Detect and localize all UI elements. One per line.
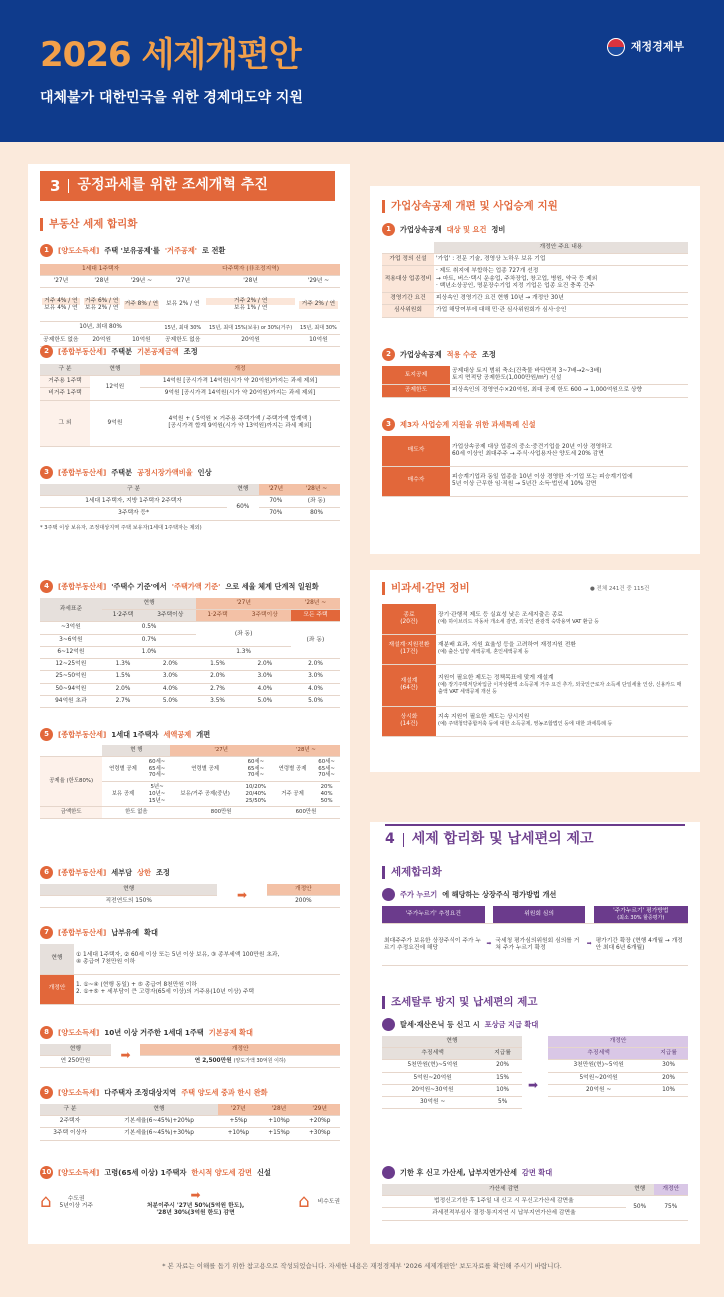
ratio-title: 세제합리화 [382,866,442,879]
evasion-1-heading: 1 탈세·재산은닉 등 신고 시 포상금 지급 확대 [382,1018,538,1031]
item-9-table: 구 분 현행 '27년 '28년 '29년 2주택자 기본세율(6~45%)+20%p +5%p +10%p +20%p 3주택 이상자 기본세율(6~45%)+30%p +10%p +15%p +30%p [40,1104,340,1141]
item-2-table: 구 분 현행 개정 거주용 1주택 12억원 14억원 [공시가격 14억원(시가 약 20억원)까지는 과세 제외] 비거주 1주택 9억원 [공시가격 14억원(시가 약 20억원)까지는 과세 제외] 그 외 9억원 4억원 + ( 5억원 × 거주용 주택가액 / 주택가액 합계액 ) [공시가격 합계 9억원(시가 약 13억원)까지는 과세 제외] [40,364,340,447]
biz-1-table: 개정안 주요 내용 가업 정의 신설 '가업' : 전문 기술, 경영상 노하우 보유 기업 적용대상 업종정비 · 제도 취지에 부합하는 업종 727개 선정 → 마트, 버스·택시 운송업, 주차장업, 창고업, 병원, 약국 등 제외 · 백년소상공인, 명문장수기업 지정 기업은 업종 요건 충족 간주 경영기간 요건 피상속인 경영기간 요건 현행 10년 → 개정안 30년 심사위원회 가업 해당여부에 대해 민·관 심사위원회가 심사·승인 [382,242,688,318]
item-3-table: 구 분 현행 '27년 '28년 ~ 1세대 1주택자, 지방 1주택자 2주택자 60% 70% (좌 동) 3주택자 등* 70% 80% * 3주택 이상 보유자, 조정대상지역 주택 보유자(1세대 1주택자는 제외) [40,484,340,531]
evasion-1-proposed: 개정안 추징세액 지급률 3천만원(현)~5억원 30% 5억원~20억원 20% 20억원 ~ 10% [548,1036,688,1097]
biz-title: 가업상속공제 개편 및 사업승계 지원 [382,200,558,213]
ministry-logo: 재정경제부 [607,38,684,56]
evasion-2-table: 가산세 감면 현행 개정안 법정신고기한 후 1주일 내 신고 시 무신고가산세 감면율 50% 75% 과세전적부심사 결정·통지지연 시 납부지연가산세 감면율 [382,1184,688,1221]
ratio-1-heading: 1 주가 누르기 에 해당하는 상장주식 평가방법 개선 [382,888,556,901]
nontax-table: 종료 (20건) 장기·관행적 제도 등 실효성 낮은 조세지출은 종료 (예) 하이브리드 자동차 개소세 감면, 외국인 관광객 숙박용역 VAT 환급 등 재설계·지원전환 (17건) 재분배 효과, 지원 효율성 등을 고려하여 재정지원 전환 (예) 출산·입양 세액공제, 혼인세액공제 등 재설계 (64건) 지원이 필요한 제도는 정책목표에 맞게 재설계 (예) 장기주택저당차입금 이자상환액 소득공제 거주 요건 추가, 외국인근로자 소득세 단일세율 인상, 신용카드 매출액 VAT 세액공제 개선 등 상시화 (14건) 지속 지원이 필요한 제도는 상시지원 (예) 주택청약종합저축 등에 대한 소득공제, 영농조합법인 등에 대한 과세특례 등 [382,604,688,737]
section-4-header: 4 세제 합리화 및 납세편의 제고 [385,824,685,854]
item-1-table: 1세대 1주택자 다주택자 (非조정지역) '27년 '28년 '29년 ~ '27년 '28년 '29년 ~ 거주 4% / 연 보유 4% / 연 거주 6% / 연 보유 2% / 연 거주 8% / 연 보유 2% / 연 거주 2% / 연 보유 1% / 연 거주 2% / 연 10년, 최대 80% 15년, 최대 30% 15년, 최대 15%(보유) or 30%(거주) 15년, 최대 30% 공제한도 없음 20억원 10억원 공제한도 없음 20억원 10억원 [40,264,340,347]
item-1-heading: 1 [양도소득세] 주택 '보유공제'를 '거주공제' 로 전환 [40,244,225,257]
footer-note: * 본 자료는 이해를 돕기 위한 참고용으로 작성되었습니다. 자세한 내용은 재정경제부 '2026 세제개편안' 보도자료를 확인해 주시기 바랍니다. [162,1262,562,1270]
item-8-heading: 8 [양도소득세] 10년 이상 거주한 1세대 1주택 기본공제 확대 [40,1026,253,1039]
house-icon: ⌂ [40,1191,52,1213]
taegeuk-icon [607,38,625,56]
realestate-title: 부동산 세제 합리화 [40,218,137,231]
arrow-icon: ➡ [528,1078,539,1092]
arrow-icon: ➡ [585,924,594,966]
ratio-1-flow: '주가누르기' 추정요건 위원회 심의 '주가누르기' 평가방법 (최소 30% 할증평가) 최대주주가 보유한 상장주식이 주가 누르기 추정요건에 해당 ➡ 국세청 평가심의위원회 심의를 거쳐 주가 누르기 확정 ➡ 평가기간 확장 (현행 4개월 → 개정안 최대 6년 6개월) [382,906,688,966]
item-4-heading: 4 [종합부동산세] '주택수 기준'에서 '주택가액 기준' 으로 세율 체계 단계적 일원화 [40,580,319,593]
biz-1-heading: 1 가업상속공제 대상 및 요건 정비 [382,223,505,236]
item-10-heading: 10 [양도소득세] 고령(65세 이상) 1주택자 한시적 양도세 감면 신설 [41,1168,271,1177]
page-subtitle: 대체불가 대한민국을 위한 경제대도약 지원 [40,90,303,106]
nontax-title: 비과세·감면 정비 [382,582,470,595]
biz-3-heading: 3 제3자 사업승계 지원을 위한 과세특례 신설 [382,418,536,431]
item-8-table: 현행 ➡ 개정안 연 250만원 연 2,500만원 (양도가액 30억원 이하) [40,1044,340,1068]
arrow-icon: ➡ [111,1044,141,1068]
section-3-header: 3 공정과세를 위한 조세개혁 추진 [40,171,335,201]
item-5-table: 현 행 '27년 '28년 ~ 공제율 (한도80%) 연령별 공제 60세~ 65세~ 70세~ 연령별 공제 60세~ 65세~ 70세~ 연령별 공제 60세~ 65세~ 70세~ 보유 공제 5년~ 10년~ 15년~ 보유/거주 공제(중년) 10/20% 20/40% 25/50% 거주 공제 20% 40% 50% 금액한도 한도 없음 800만원 600만원 [40,745,340,819]
item-9-heading: 9 [양도소득세] 다주택자 조정대상지역 주택 양도세 중과 한시 완화 [40,1086,268,1099]
arrow-icon: ➡ [485,924,494,966]
nontax-note: ● 전체 241건 중 115건 [590,586,650,592]
item-7-table: 현행 ① 1세대 1주택자, ② 60세 이상 또는 5년 이상 보유, ③ 종부세액 100만원 초과, ④ 총급여 7천만원 이하 개정안 1. ①~④ (현행 동일) + ⑤ 총급여 8천만원 이하 2. ①+⑤ + 세부담이 큰 고령자(65세 이상)의 거주용(10년 이상) 주택 [40,944,340,1005]
arrow-icon: ➡ [217,884,266,908]
biz-2-table: 토지공제 공제대상 토지 범위 축소(건축물 바닥면적 3~7배→2~3배) 토지 면적당 공제한도(1,000만원/m²) 신설 공제한도 피상속인의 경영연수×20억원, 최대 공제 한도 600 → 1,000억원으로 상향 [382,366,688,398]
item-10-diagram: ⌂ 수도권 5년이상 거주 ➡ 처분이주시 '27년 50%(5억원 한도), '28년 30%(3억원 한도) 감면 ⌂ 비수도권 [40,1188,340,1217]
item-4-table: 과세표준 현행 '27년 '28년 ~ 1·2주택 3주택이상 1·2주택 3주택이상 모든 주택 ~3억원 0.5% (좌 동) (좌 동) 3~6억원 0.7% 6~12억원 1.0% 1.3% 12~25억원 1.3% 2.0% 1.5% 2.0% 2.0% 25~50억원 1.5% 3.0% 2.0% 3.0% 3.0% 50~94억원 2.0% 4.0% 2.7% 4.0% 4.0% 94억원 초과 2.7% 5.0% 3.5% 5.0% 5.0% [40,598,340,708]
header [0,0,724,142]
evasion-title: 조세탈루 방지 및 납세편의 제고 [382,996,537,1009]
house-icon: ⌂ [298,1191,310,1213]
arrow-icon: ➡ [190,1188,201,1202]
item-2-heading: 2 [종합부동산세] 주택분 기본공제금액 조정 [40,345,198,358]
biz-2-heading: 2 가업상속공제 적용 수준 조정 [382,348,496,361]
item-3-heading: 3 [종합부동산세] 주택분 공정시장가액비율 인상 [40,466,212,479]
item-7-heading: 7 [종합부동산세] 납부유예 확대 [40,926,158,939]
evasion-2-heading: 2 기한 후 신고 가산세, 납부지연가산세 감면 확대 [382,1166,552,1179]
item-5-heading: 5 [종합부동산세] 1세대 1주택자 세액공제 개편 [40,728,210,741]
right-bottom-panel [370,822,700,1244]
item-6-heading: 6 [종합부동산세] 세부담 상한 조정 [40,866,170,879]
item-3-note: * 3주택 이상 보유자, 조정대상지역 주택 보유자(1세대 1주택자는 제외) [40,524,202,531]
item-6-table: 현행 ➡ 개정안 직전연도의 150% 200% [40,884,340,908]
evasion-1-current: 현행 추징세액 지급률 5천만원(현)~5억원 20% 5억원~20억원 15% 20억원~30억원 10% 30억원 ~ 5% [382,1036,522,1109]
page-title: 2026 세제개편안 [40,35,301,75]
biz-3-table: 매도자 가업상속공제 대상 업종의 중소·중견기업을 20년 이상 경영하고 60세 이상인 최대주주 → 주식·사업용자산 양도세 20% 감면 매수자 피승계기업과 동일 업종을 10년 이상 경영한 자·기업 또는 피승계기업에 5년 이상 근무한 임·직원 → 5년간 소득·법인세 10% 감면 [382,436,688,497]
